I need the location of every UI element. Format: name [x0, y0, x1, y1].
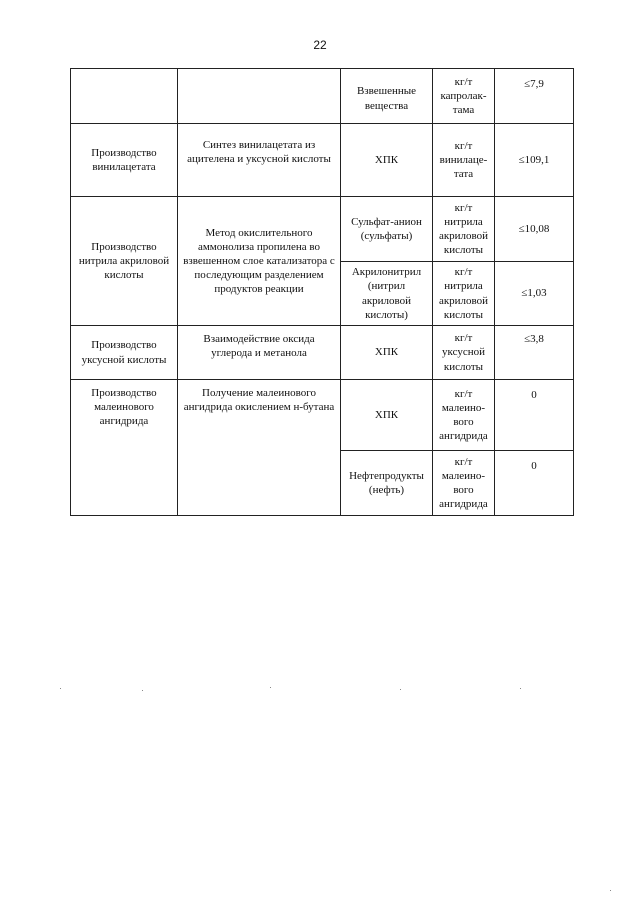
- value-cell: ≤10,08: [495, 197, 574, 262]
- value-cell: 0: [495, 451, 574, 516]
- unit-cell: кг/т малеино-вого ангидрида: [433, 451, 495, 516]
- unit-cell: кг/т капролак-тама: [433, 69, 495, 124]
- scan-speck: [400, 689, 401, 690]
- production-cell: Производство малеинового ангидрида: [71, 380, 178, 516]
- technology-cell: Синтез винилацетата из ацителена и уксусной кислоты: [178, 124, 341, 197]
- technology-cell: [178, 69, 341, 124]
- scan-speck: [270, 687, 271, 688]
- table-row: [71, 326, 574, 380]
- pollutant-cell: Сульфат-анион (сульфаты): [341, 197, 433, 262]
- scan-speck: [610, 890, 611, 891]
- production-cell: Производство уксусной кислоты: [71, 326, 178, 380]
- table-row: [71, 380, 574, 451]
- table-row: [71, 124, 574, 197]
- value-cell: ≤1,03: [495, 262, 574, 326]
- pollutant-cell: ХПК: [341, 380, 433, 451]
- scan-speck: [60, 688, 61, 689]
- production-cell: [71, 69, 178, 124]
- scan-speck: [520, 688, 521, 689]
- production-cell: Производство винилацетата: [71, 124, 178, 197]
- technology-cell: Взаимодействие оксида углерода и метанола: [178, 326, 341, 380]
- unit-cell: кг/т уксусной кислоты: [433, 326, 495, 380]
- technology-cell: Метод окислительного аммонолиза пропилена во взвешенном слое катализатора с последующим разделением продуктов реакции: [178, 197, 341, 326]
- production-cell: Производство нитрила акриловой кислоты: [71, 197, 178, 326]
- pollutant-cell: Взвешенные вещества: [341, 69, 433, 124]
- pollutant-cell: ХПК: [341, 124, 433, 197]
- pollutant-cell: Акрилонитрил (нитрил акриловой кислоты): [341, 262, 433, 326]
- unit-cell: кг/т нитрила акриловой кислоты: [433, 197, 495, 262]
- page-number: 22: [313, 38, 327, 52]
- unit-cell: кг/т малеино-вого ангидрида: [433, 380, 495, 451]
- value-cell: ≤109,1: [495, 124, 574, 197]
- value-cell: ≤7,9: [495, 69, 574, 124]
- technology-cell: Получение малеинового ангидрида окислением н-бутана: [178, 380, 341, 516]
- value-cell: 0: [495, 380, 574, 451]
- unit-cell: кг/т нитрила акриловой кислоты: [433, 262, 495, 326]
- value-cell: ≤3,8: [495, 326, 574, 380]
- pollutant-cell: ХПК: [341, 326, 433, 380]
- pollutant-cell: Нефтепродукты (нефть): [341, 451, 433, 516]
- scan-speck: [142, 690, 143, 691]
- emission-table: [70, 68, 574, 516]
- table-row: [71, 197, 574, 262]
- table-row: [71, 69, 574, 124]
- unit-cell: кг/т винилаце-тата: [433, 124, 495, 197]
